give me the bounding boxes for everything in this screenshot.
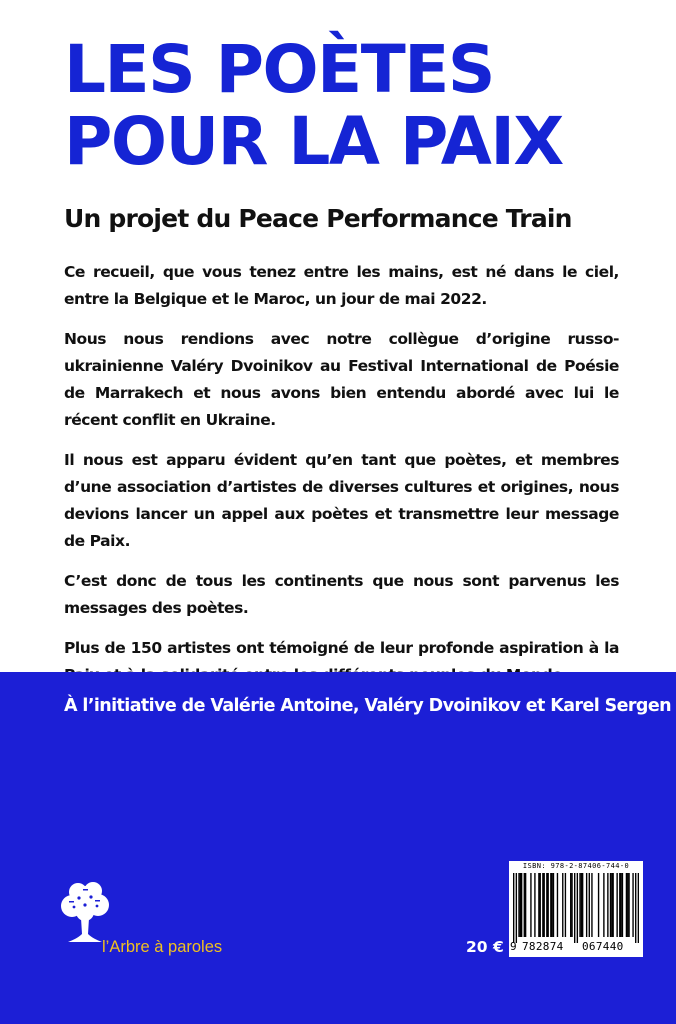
barcode-bar (616, 873, 617, 937)
barcode-bar (524, 873, 525, 937)
blurb-paragraph-2: Nous nous rendions avec notre collègue d’origine russo-ukrainienne Valéry Dvoinikov au Festival International de Poésie de Marrakech et nous avons bien entendu abordé avec lui le récent conflit en Ukraine. (64, 330, 619, 429)
barcode-bar (581, 873, 582, 937)
barcode-bar (586, 873, 587, 937)
barcode-bar (582, 873, 583, 937)
barcode-bar (540, 873, 541, 937)
barcode-bar (525, 873, 526, 937)
isbn-barcode (509, 861, 643, 957)
barcode-bar (610, 873, 611, 937)
barcode-bar (547, 873, 548, 937)
barcode-bar (550, 873, 551, 937)
barcode-lead-digit: 9 (510, 940, 517, 953)
barcode-bar (530, 873, 531, 937)
barcode-bar (551, 873, 552, 937)
lower-blue-panel (0, 672, 676, 1024)
blurb-paragraph-4: C’est donc de tous les continents que nous sont parvenus les messages des poètes. (64, 572, 619, 617)
barcode-bar (598, 873, 599, 937)
barcode-bar (538, 873, 539, 937)
barcode-bar (518, 873, 519, 937)
barcode-bar (603, 873, 604, 937)
barcode-bar (632, 873, 633, 937)
barcode-bar (628, 873, 629, 937)
initiative-credit: À l’initiative de Valérie Antoine, Valéry Dvoinikov et Karel Sergen (64, 696, 671, 716)
blurb-paragraph-3: Il nous est apparu évident qu’en tant que poètes, et membres d’une association d’artistes de diverses cultures et origines, nous devions lancer un appel aux poètes et transmettre leur message de Paix. (64, 451, 619, 550)
barcode-bar (607, 873, 608, 937)
barcode-bar (520, 873, 521, 937)
barcode-bar (635, 873, 636, 943)
barcode-bar (619, 873, 620, 937)
barcode-bar (638, 873, 639, 943)
barcode-digit-group-1: 782874 (522, 940, 564, 953)
book-subtitle: Un projet du Peace Performance Train (64, 204, 572, 233)
barcode-bar (591, 873, 592, 937)
barcode-bar (577, 873, 578, 943)
isbn-label: ISBN: 978-2-87406-744-0 (522, 862, 630, 870)
barcode-bar (626, 873, 627, 937)
barcode-bar (565, 873, 566, 937)
publisher-name: l’Arbre à paroles (102, 938, 223, 956)
title-line-2: POUR LA PAIX (64, 103, 563, 180)
barcode-bar (620, 873, 621, 937)
barcode-bar (562, 873, 563, 937)
barcode-bar (544, 873, 545, 937)
barcode-bar (574, 873, 575, 943)
barcode-bars (513, 873, 639, 943)
barcode-bar (542, 873, 543, 937)
barcode-bar (589, 873, 590, 937)
barcode-bar (513, 873, 514, 943)
barcode-bar (612, 873, 613, 937)
barcode-bar (553, 873, 554, 937)
blurb-paragraph-5: Plus de 150 artistes ont témoigné de leur profonde aspiration à la (64, 639, 619, 657)
barcode-bar (534, 873, 535, 937)
barcode-bar (570, 873, 571, 937)
barcode-bar (557, 873, 558, 937)
barcode-bar (579, 873, 580, 937)
barcode-bar (546, 873, 547, 937)
book-title (64, 31, 664, 180)
barcode-bar (627, 873, 628, 937)
price-label: 20 € (466, 938, 504, 956)
title-line-1: LES POÈTES (64, 31, 494, 108)
blurb-text (64, 259, 619, 702)
barcode-bar (622, 873, 623, 937)
barcode-bar (611, 873, 612, 937)
barcode-bar (571, 873, 572, 937)
barcode-bar (516, 873, 517, 943)
barcode-bar (521, 873, 522, 937)
blurb-paragraph-1: Ce recueil, que vous tenez entre les mains, est né dans le ciel, entre la Belgique et le Maroc, un jour de mai 2022. (64, 263, 619, 308)
barcode-digit-group-2: 067440 (582, 940, 624, 953)
